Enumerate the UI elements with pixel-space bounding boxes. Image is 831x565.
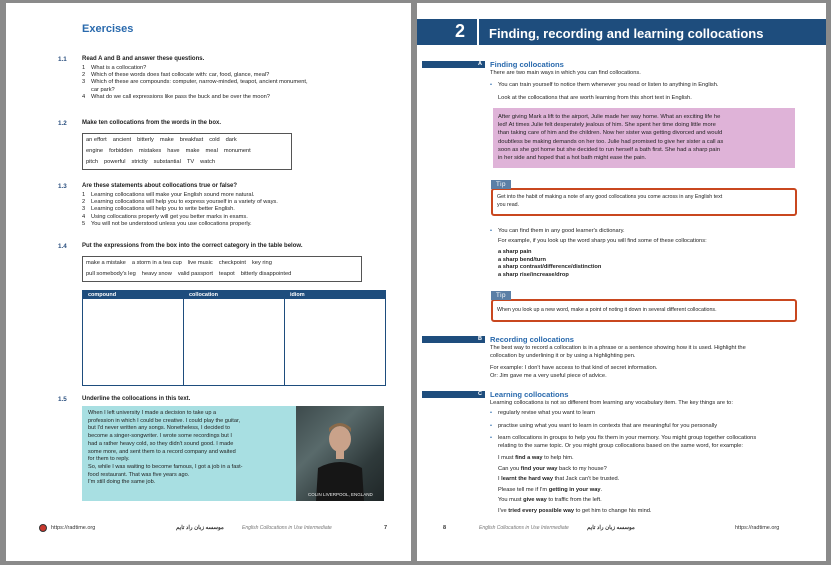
passage-line: After giving Mark a lift to the airport, Julie made her way home. What an exciting life he xyxy=(498,114,721,120)
box-word: make xyxy=(159,137,174,143)
bullet-item: • You can find them in any good learner's dictionary. xyxy=(498,228,625,234)
footer-brand: موسسه زبان راد تایم xyxy=(176,525,224,531)
passage-line: doubtless be making demands on her too. Julie had promised to give her sister a call as xyxy=(498,138,724,145)
box-word: meal xyxy=(205,148,218,154)
question-text: Are these statements about collocations true or false? xyxy=(82,183,238,189)
box-word: cold xyxy=(209,137,220,143)
sentence-part: I've xyxy=(498,507,509,514)
photo-caption: COLIN LIVERPOOL, ENGLAND xyxy=(308,492,373,497)
sentence-part: to traffic from the left. xyxy=(546,497,602,503)
question-number: 1.2 xyxy=(58,120,67,127)
question-text: Underline the collocations in this text. xyxy=(82,396,191,402)
passage-line: So, while I was waiting to become famous, I got a job in a fast- xyxy=(88,463,243,470)
passage-line: become a singer-songwriter. I wrote some recordings but I xyxy=(88,433,232,440)
table-header: collocation xyxy=(189,292,219,298)
tip-label: Tip xyxy=(491,180,511,189)
list-item: Learning collocations will help you to write better English. xyxy=(91,206,235,213)
section-label: B xyxy=(422,336,485,343)
question-text: Make ten collocations from the words in the box. xyxy=(82,120,222,126)
box-word: dark xyxy=(225,137,237,143)
sentence-part: I xyxy=(498,476,502,482)
section-label: C xyxy=(422,391,485,398)
collocation-highlight: tried every possible way xyxy=(508,507,575,514)
box-word: bitterly xyxy=(137,137,154,143)
box-word: live music xyxy=(187,260,213,266)
section-heading: Finding collocations xyxy=(490,60,564,69)
paragraph: Look at the collocations that are worth learning from this short text in English. xyxy=(498,95,692,101)
paragraph: For example, if you look up the word sharp you will find some of these collocations: xyxy=(498,238,707,244)
collocation-highlight: getting in your way xyxy=(548,486,601,493)
box-word: monument xyxy=(223,148,251,154)
question-text: Read A and B and answer these questions. xyxy=(82,56,205,62)
list-item: Learning collocations will help you to express yourself in a variety of ways. xyxy=(91,199,278,206)
footer-book-title: English Collocations in Use Intermediate xyxy=(242,525,332,531)
box-word: key ring xyxy=(251,260,272,266)
page-number: 7 xyxy=(384,525,388,531)
box-word: checkpoint xyxy=(218,260,246,266)
bullet-item: • practise using what you want to learn in contexts that are meaningful for you personally xyxy=(498,423,717,429)
collocation-highlight: find your way xyxy=(520,465,558,472)
category-table xyxy=(82,290,386,386)
list-item: a sharp pain xyxy=(498,249,532,255)
unit-title: Finding, recording and learning collocations xyxy=(489,26,764,41)
section-heading: Recording collocations xyxy=(490,335,574,344)
box-word: valid passport xyxy=(177,271,213,277)
passage-line: some more, and sent them to a record company and waited xyxy=(88,448,236,455)
footer-brand: موسسه زبان راد تایم xyxy=(587,525,635,531)
box-word: an effort xyxy=(86,137,107,143)
sentence-part: Please tell me if I'm xyxy=(498,486,549,493)
example-line: For example: I don't have access to that kind of secret information. xyxy=(490,365,658,371)
header-divider xyxy=(477,19,479,45)
unit-number: 2 xyxy=(455,21,466,41)
box-word: have xyxy=(167,148,180,154)
exercises-title: Exercises xyxy=(82,23,134,35)
box-word: mistakes xyxy=(138,148,162,154)
bullet-item: • regularly revise what you want to learn xyxy=(498,410,595,416)
list-item: car park? xyxy=(91,86,115,93)
sentence-part: back to my house? xyxy=(557,465,607,472)
list-item: What do we call expressions like pass the buck and be over the moon? xyxy=(91,93,270,100)
question-text: Put the expressions from the box into the correct category in the table below. xyxy=(82,243,303,249)
box-word: heavy snow xyxy=(141,271,172,277)
footer-book-title: English Collocations in Use Intermediate xyxy=(479,525,569,531)
passage-line: for them to reply. xyxy=(88,456,130,463)
box-word: substantial xyxy=(153,159,181,165)
question-list: 1 Learning collocations will make your English sound more natural. 2 Learning collocations will help you to express yourself in a variety of ways. 3 Learning collocations will help you to write better English. 4 Using collocations properly will get you better marks in exams. 5 You will not be understood unless you use collocations properly. xyxy=(82,192,278,227)
box-word: watch xyxy=(200,159,215,165)
tip-text: Get into the habit of making a note of any good collocations you come across in any English text xyxy=(497,194,723,200)
left-page xyxy=(6,3,411,561)
list-item: You will not be understood unless you use collocations properly. xyxy=(91,220,252,227)
table-header: compound xyxy=(88,292,117,298)
person-photo-icon xyxy=(296,406,384,501)
passage-line: in her side and hoped that a hot bath might ease the pain. xyxy=(498,155,647,162)
section-heading: Learning collocations xyxy=(490,390,569,399)
passage-line: When I left university I made a decision to take up a xyxy=(88,410,217,416)
box-word: engine xyxy=(86,148,104,154)
logo-icon xyxy=(39,524,47,532)
box-word: teapot xyxy=(218,271,235,277)
passage-text xyxy=(498,113,723,162)
word-box xyxy=(82,133,292,170)
example-sentence xyxy=(498,497,602,503)
passage-line: had a rather heavy cold, so they didn't sound good. I made xyxy=(88,440,234,447)
collocation-highlight: learnt the hard way xyxy=(501,476,554,482)
example-sentence xyxy=(498,508,652,514)
tip-text: When you look up a new word, make a point of noting it down in several different collocations. xyxy=(497,307,717,313)
photo xyxy=(296,406,384,501)
section-label: A xyxy=(422,61,485,68)
paragraph: collocation by underlining it or by using a highlighting pen. xyxy=(490,353,636,359)
tip-box xyxy=(491,188,797,216)
list-item: a sharp bend/turn xyxy=(498,256,547,263)
example-sentence xyxy=(498,455,574,461)
paragraph: relating to the same topic. Or you might group collocations based on the same word, for example: xyxy=(498,443,744,449)
collocation-highlight: give way xyxy=(523,497,547,503)
question-number: 1.3 xyxy=(58,183,67,190)
passage-line: than taking care of him and the children. Now her sister was getting divorced and would xyxy=(498,130,723,137)
paragraph: Learning collocations is not so different from learning any vocabulary item. The key things are to: xyxy=(490,400,733,406)
list-item: a sharp contrast/difference/distinction xyxy=(498,264,602,270)
box-word: strictly xyxy=(131,159,148,165)
list-item: a sharp rise/increase/drop xyxy=(498,271,569,278)
right-page xyxy=(417,3,826,561)
footer-url[interactable]: https://radtime.org xyxy=(735,525,780,531)
example-sentence xyxy=(498,476,619,482)
table-header: idiom xyxy=(290,292,305,298)
box-word: pitch xyxy=(86,159,99,165)
box-word: powerful xyxy=(104,159,126,165)
list-item: Using collocations properly will get you better marks in exams. xyxy=(91,213,248,220)
list-item: Which of these are compounds: computer, narrow-minded, teapot, ancient monument, xyxy=(91,79,308,86)
question-number: 1.1 xyxy=(58,56,67,63)
paragraph: The best way to record a collocation is in a phrase or a sentence showing how it is used. Highlight the xyxy=(490,345,746,351)
box-word: make a mistake xyxy=(86,260,126,266)
box-word: pull somebody's leg xyxy=(86,271,136,277)
passage-lines xyxy=(88,410,243,487)
question-list: 1 What is a collocation? 2 Which of these words does fast collocate with: car, food, glance, meal? 3 Which of these are compounds: computer, narrow-minded, teapot, ancient monument, car park? 4 What do we call expressions like pass the buck and be over the moon? xyxy=(82,65,308,100)
sentence-part: that Jack can't be trusted. xyxy=(553,476,620,482)
box-word: forbidden xyxy=(109,148,133,154)
box-word: bitterly disappointed xyxy=(240,271,292,277)
passage-line: profession in which I could be creative. I could play the guitar, xyxy=(88,417,241,424)
expression-box xyxy=(82,256,362,282)
sentence-part: to help him. xyxy=(542,455,574,461)
sentence-part: to get him to change his mind. xyxy=(574,507,652,514)
passage-line: food restaurant. That was five years ago. xyxy=(88,471,190,478)
list-item: What is a collocation? xyxy=(91,65,147,71)
tip-text: you read. xyxy=(497,202,520,208)
example-sentence xyxy=(498,466,607,472)
box-word: ancient xyxy=(112,137,132,143)
footer-url[interactable]: https://radtime.org xyxy=(51,525,96,531)
question-number: 1.4 xyxy=(58,243,67,250)
passage-line: but I'd never written any songs. Nonetheless, I decided to xyxy=(88,425,230,432)
passage-line: I'm still doing the same job. xyxy=(88,479,156,486)
example-line: Or: Jim gave me a very useful piece of advice. xyxy=(490,373,607,379)
sentence-part: Can you xyxy=(498,465,521,472)
sentence-part: . xyxy=(600,486,603,493)
question-number: 1.5 xyxy=(58,396,67,403)
page-number: 8 xyxy=(443,525,447,531)
example-sentence xyxy=(498,487,602,493)
box-word: breakfast xyxy=(179,137,204,143)
sentence-part: I must xyxy=(498,455,516,461)
box-word: TV xyxy=(186,159,195,165)
box-word: make xyxy=(185,148,200,154)
passage-line: soon as she got home but she decided to run herself a bath first. She had a sharp pain xyxy=(498,146,721,153)
collocation-highlight: find a way xyxy=(515,455,543,461)
section-intro: There are two main ways in which you can find collocations. xyxy=(490,70,641,76)
list-item: Which of these words does fast collocate with: car, food, glance, meal? xyxy=(91,72,270,79)
sentence-part: You must xyxy=(498,497,524,503)
list-item: Learning collocations will make your English sound more natural. xyxy=(91,192,255,198)
tip-label: Tip xyxy=(491,291,511,300)
bullet-item: • learn collocations in groups to help you fix them in your memory. You might group together collocations xyxy=(498,435,756,441)
collocation-list xyxy=(498,249,601,279)
passage-line: led! At times Julie felt desperately jealous of him. She spent her time doing little more xyxy=(498,122,716,129)
bullet-item: • You can train yourself to notice them whenever you read or listen to anything in English. xyxy=(498,82,718,88)
box-word: a storm in a tea cup xyxy=(131,260,182,266)
